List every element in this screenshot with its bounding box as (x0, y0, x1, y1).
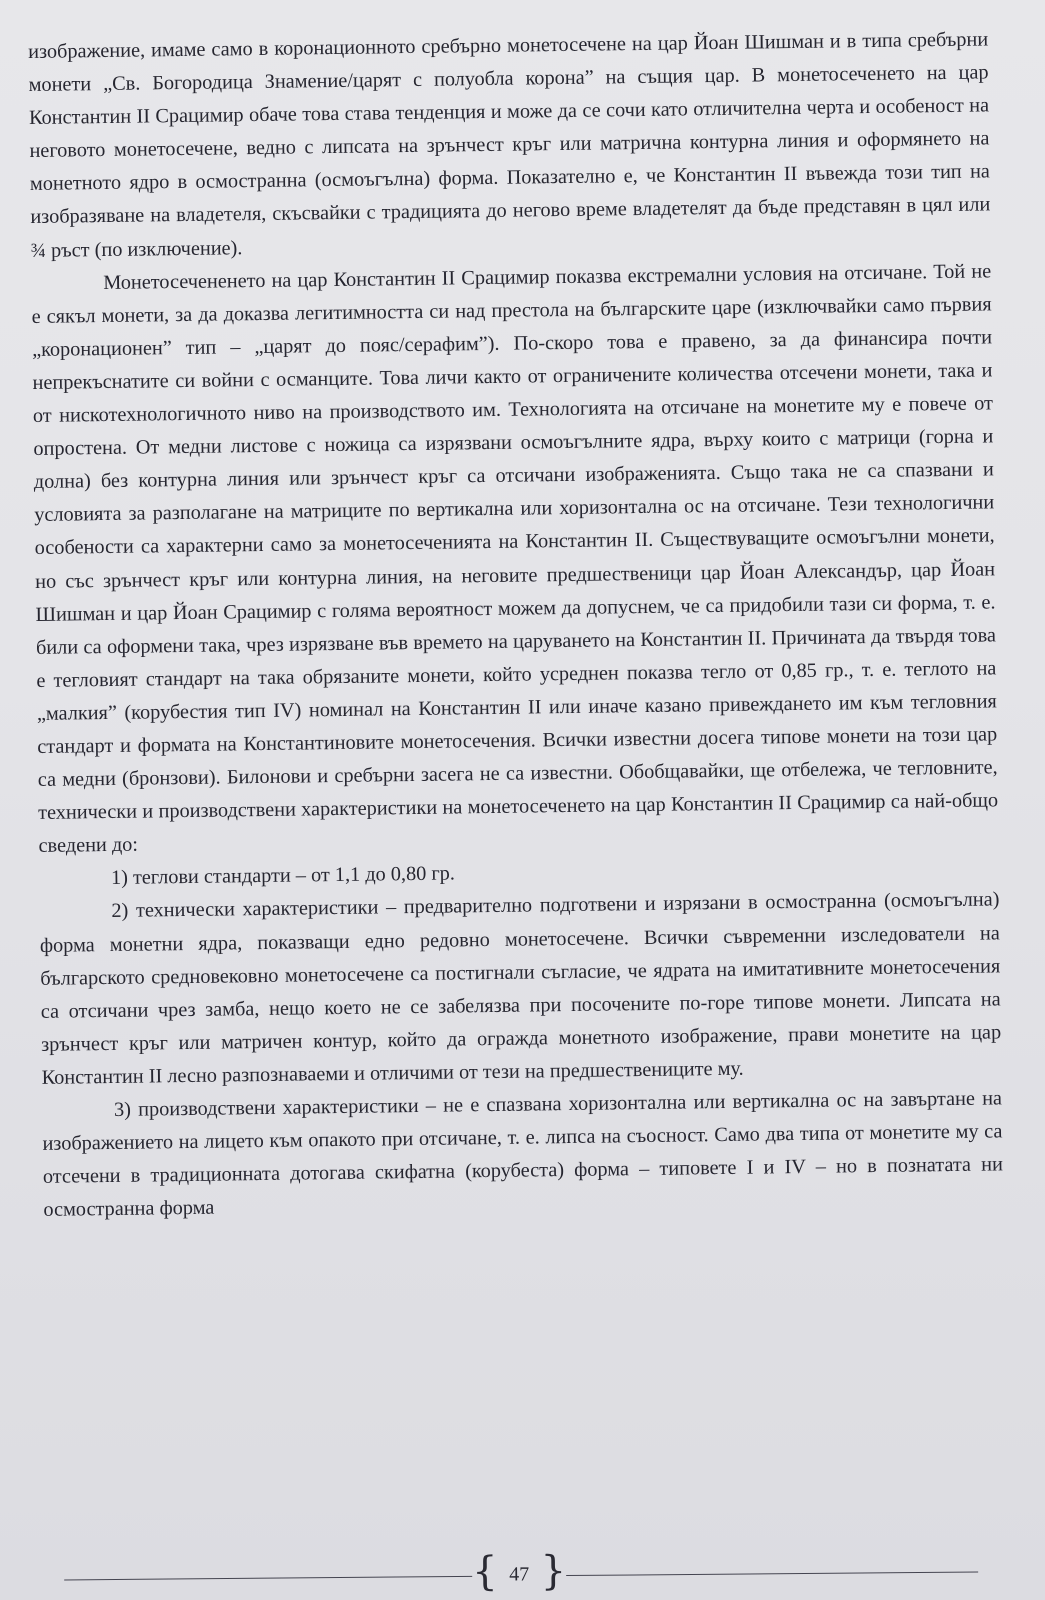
list-item-production-characteristics: 3) производствени характеристики – не е спазвана хоризонтална или вертикална ос на завъртане на изображението на лицето към опакото при отсичане, т. е. липса на съосност. Само два типа от монетите му са отсечени в традиционната дотогава скифатна (корубеста) форма – типовете I и IV – но в познатата ни осмостранна форма (42, 1087, 1003, 1222)
list-item-weight-standards: 1) теглови стандарти – от 1,1 до 0,80 гр. (110, 862, 456, 890)
list-item-technical-characteristics: 2) технически характеристики – предварително подготвени и изрязани в осмостранна (осмоъгълна) форма монетни ядра, показващи едно редовно монетосечене. Всички съвременни изследователи на българското средновековно монетосечене са постигнали съгласие, че ядрата на имитативните монетосечения са отсичани чрез замба, нещо което не се забелязва при посочените по-горе типове монети. Липсата на зрънчест кръг или матричен контур, който да огражда монетното изображение, прави монетите на цар Константин II лесно разпознаваеми и отличими от тези на предшествениците му. (39, 888, 1002, 1089)
page-number-frame (471, 1548, 567, 1595)
bracket-right-icon: } (540, 1548, 567, 1595)
footer-rule-left (64, 1576, 472, 1581)
bracket-left-icon: { (471, 1548, 498, 1595)
page-number: 47 (509, 1563, 530, 1586)
paragraph-continuation: изображение, имаме само в коронационното сребърно монетосечене на цар Йоан Шишман и в типа сребърни монети „Св. Богородица Знамение/царят с полуобла корона” на същия цар. В монетосеченето на цар Константин II Срацимир обаче това става тенденция и може да се сочи като отличителна черта и особеност на неговото монетосечене, ведно с липсата на зрънчест кръг или матрична контурна линия и оформянето на монетното ядро в осмостранна (осмоъгълна) форма. Показателно е, че Константин II въвежда този тип на изобразяване на владетеля, скъсвайки с традицията до негово време владетелят да бъде представян в цял или ¾ ръст (по изключение). (28, 28, 991, 262)
paragraph-technology: Монетосечененето на цар Константин II Срацимир показва екстремални условия на отсичане. Той не е сякъл монети, за да доказва легитимността си над престола на българските царе (изключвайки само първия „коронационен” тип – „царят до пояс/серафим”). По-скоро това е правено, за да финансира почти непрекъснатите си войни с османците. Това личи както от ограничените количества отсечени монети, така и от нискотехнологичното ниво на производството им. Технологията на отсичане на монетите му е повече от опростена. От медни листове с ножица са изрязвани осмоъгълните ядра, върху които с матрици (горна и долна) без контурна линия или зрънчест кръг са отсичани изображенията. Също така не са спазвани и условията за разполагане на матриците по вертикална или хоризонтална ос на отсичане. Тези технологични особености са характерни само за монетосеченията на Константин II. Съществуващите осмоъгълни монети, но със зрънчест кръг или контурна линия, на неговите предшественици цар Йоан Александър, цар Йоан Шишман и цар Йоан Срацимир с голяма вероятност можем да допуснем, че са придобили тази си форма, т. е. били са оформени така, чрез изрязване във времето на царуването на Константин II. Причината да твърдя това е тегловият стандарт на така обрязаните монети, който усреднен показва тегло от 0,85 гр., т. е. теглото на „малкия” (корубестия тип IV) номинал на Константин II или иначе казано привеждането им към тегловния стандарт и формата на Константиновите монетосечения. Всички известни досега типове монети на този цар са медни (бронзови). Билонови и сребърни засега не са известни. Обобщавайки, ще отбележа, че тегловните, технически и производствени характеристики на монетосеченето на цар Константин II Срацимир са най-общо сведени до: (31, 260, 999, 858)
footer-rule-right (566, 1571, 978, 1576)
body-text (28, 23, 1004, 1227)
page-footer (0, 1549, 1045, 1598)
